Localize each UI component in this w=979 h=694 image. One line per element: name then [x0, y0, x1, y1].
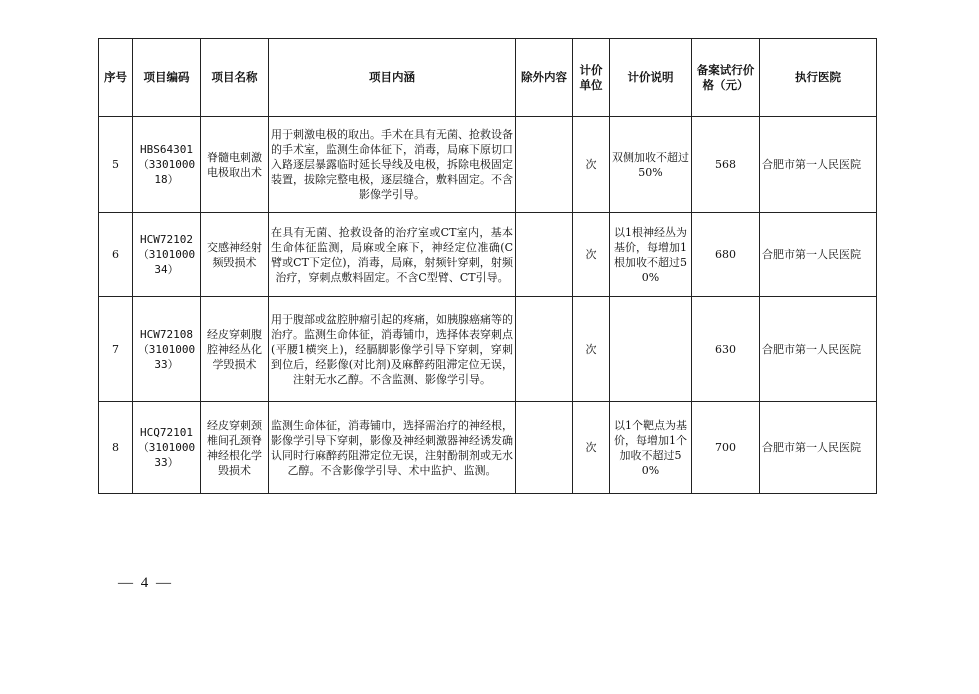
cell-seq: 8 — [99, 402, 133, 494]
table-row — [99, 117, 877, 213]
cell-excluded — [516, 297, 573, 402]
cell-pricing-note: 以1根神经丛为基价，每增加1根加收不超过50% — [610, 213, 692, 297]
table-header-row — [99, 39, 877, 117]
cell-excluded — [516, 402, 573, 494]
table-row — [99, 402, 877, 494]
cell-seq: 5 — [99, 117, 133, 213]
cell-unit: 次 — [573, 402, 610, 494]
fee-table — [98, 38, 877, 494]
header-price: 备案试行价格（元） — [692, 39, 760, 117]
cell-excluded — [516, 213, 573, 297]
header-code: 项目编码 — [133, 39, 201, 117]
table-row — [99, 213, 877, 297]
cell-price: 630 — [692, 297, 760, 402]
cell-code: HBS64301（330100018） — [133, 117, 201, 213]
cell-name: 经皮穿刺腹腔神经丛化学毁损术 — [201, 297, 269, 402]
table-row — [99, 297, 877, 402]
cell-code: HCW72108（310100033） — [133, 297, 201, 402]
cell-unit: 次 — [573, 213, 610, 297]
header-seq: 序号 — [99, 39, 133, 117]
cell-pricing-note: 双侧加收不超过50% — [610, 117, 692, 213]
cell-content: 在具有无菌、抢救设备的治疗室或CT室内，基本生命体征监测，局麻或全麻下，神经定位准确(C臂或CT下定位)，消毒，局麻，射频针穿刺，射频治疗，穿刺点敷料固定。不含C型臂、CT引导。 — [269, 213, 516, 297]
cell-pricing-note: 以1个靶点为基价，每增加1个加收不超过50% — [610, 402, 692, 494]
cell-name: 脊髓电刺激电极取出术 — [201, 117, 269, 213]
cell-content: 用于刺激电极的取出。手术在具有无菌、抢救设备的手术室，监测生命体征下，消毒，局麻下原切口入路逐层暴露临时延长导线及电极，拆除电极固定装置，拔除完整电极，逐层缝合，敷料固定。不含影像学引导。 — [269, 117, 516, 213]
cell-seq: 7 — [99, 297, 133, 402]
cell-seq: 6 — [99, 213, 133, 297]
header-pricing-note: 计价说明 — [610, 39, 692, 117]
cell-name: 经皮穿刺颈椎间孔颈脊神经根化学毁损术 — [201, 402, 269, 494]
cell-hospital: 合肥市第一人民医院 — [760, 402, 877, 494]
cell-name: 交感神经射频毁损术 — [201, 213, 269, 297]
cell-hospital: 合肥市第一人民医院 — [760, 117, 877, 213]
header-unit: 计价单位 — [573, 39, 610, 117]
cell-unit: 次 — [573, 297, 610, 402]
header-hospital: 执行医院 — [760, 39, 877, 117]
cell-price: 700 — [692, 402, 760, 494]
header-content: 项目内涵 — [269, 39, 516, 117]
cell-price: 568 — [692, 117, 760, 213]
cell-code: HCW72102（310100034） — [133, 213, 201, 297]
header-name: 项目名称 — [201, 39, 269, 117]
cell-content: 监测生命体征，消毒铺巾，选择需治疗的神经根，影像学引导下穿刺，影像及神经刺激器神经诱发确认同时行麻醉药阻滞定位无误，注射酚制剂或无水乙醇。不含影像学引导、术中监护、监测。 — [269, 402, 516, 494]
header-excluded: 除外内容 — [516, 39, 573, 117]
page-number: — 4 — — [118, 575, 173, 591]
cell-pricing-note — [610, 297, 692, 402]
cell-content: 用于腹部或盆腔肿瘤引起的疼痛，如胰腺癌痛等的治疗。监测生命体征，消毒铺巾，选择体表穿刺点(平腰1横突上)，经膈脚影像学引导下穿刺，穿刺到位后，经影像(对比剂)及麻醉药阻滞定位无误，注射无水乙醇。不含监测、影像学引导。 — [269, 297, 516, 402]
cell-hospital: 合肥市第一人民医院 — [760, 213, 877, 297]
cell-excluded — [516, 117, 573, 213]
cell-code: HCQ72101（310100033） — [133, 402, 201, 494]
cell-price: 680 — [692, 213, 760, 297]
cell-unit: 次 — [573, 117, 610, 213]
cell-hospital: 合肥市第一人民医院 — [760, 297, 877, 402]
